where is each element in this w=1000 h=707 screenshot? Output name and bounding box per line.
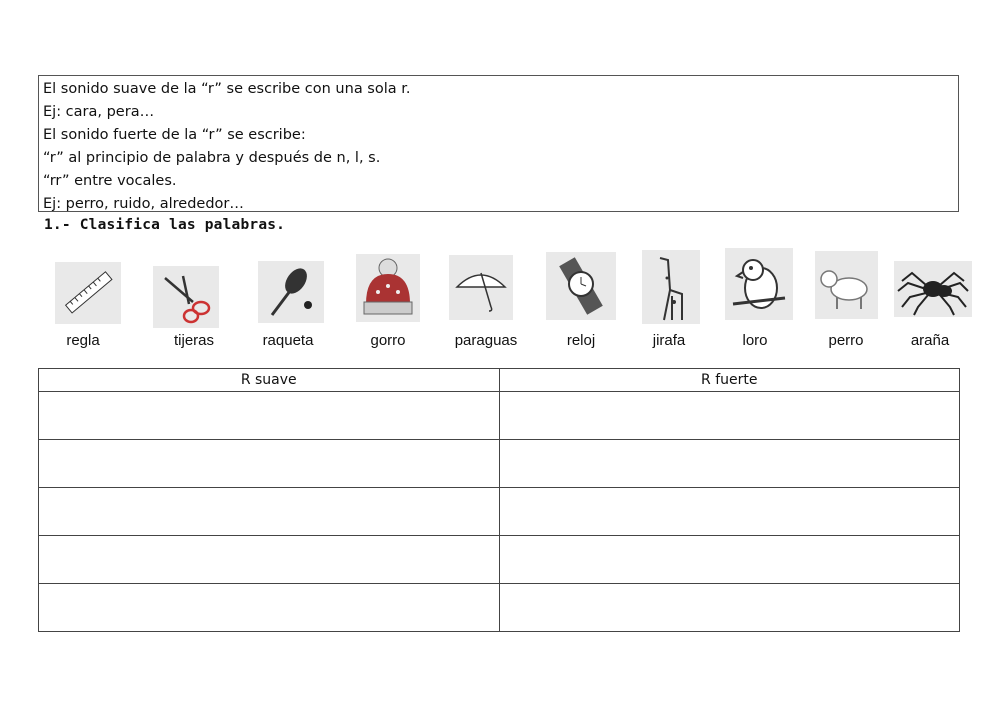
answer-cell[interactable] bbox=[39, 440, 500, 488]
word-label: loro bbox=[742, 332, 768, 349]
answer-cell[interactable] bbox=[499, 440, 960, 488]
beanie-icon bbox=[356, 254, 420, 322]
racket-icon bbox=[258, 261, 324, 323]
answer-cell[interactable] bbox=[39, 392, 500, 440]
answer-cell[interactable] bbox=[499, 392, 960, 440]
spider-icon bbox=[894, 261, 972, 317]
ruler-icon bbox=[55, 262, 121, 324]
table-row bbox=[39, 584, 960, 632]
table-row bbox=[39, 392, 960, 440]
scissors-icon bbox=[153, 266, 219, 328]
word-label: regla bbox=[66, 332, 100, 349]
rule-line: El sonido fuerte de la “r” se escribe: bbox=[43, 127, 306, 143]
rule-line: “r” al principio de palabra y después de n, l, s. bbox=[43, 150, 381, 166]
column-header-r-suave: R suave bbox=[39, 369, 500, 392]
exercise-title: 1.- Clasifica las palabras. bbox=[44, 217, 286, 233]
classification-table bbox=[38, 368, 960, 632]
rule-line: Ej: perro, ruido, alrededor… bbox=[43, 196, 244, 212]
rule-line: El sonido suave de la “r” se escribe con una sola r. bbox=[43, 81, 411, 97]
answer-cell[interactable] bbox=[39, 584, 500, 632]
column-header-r-fuerte: R fuerte bbox=[499, 369, 960, 392]
table-row bbox=[39, 440, 960, 488]
answer-cell[interactable] bbox=[499, 584, 960, 632]
answer-cell[interactable] bbox=[499, 536, 960, 584]
rule-line: Ej: cara, pera… bbox=[43, 104, 155, 120]
word-label: paraguas bbox=[454, 332, 518, 349]
word-label: reloj bbox=[566, 332, 596, 349]
watch-icon bbox=[546, 252, 616, 320]
giraffe-icon bbox=[642, 250, 700, 324]
word-label: jirafa bbox=[652, 332, 686, 349]
word-label: gorro bbox=[370, 332, 406, 349]
word-label: araña bbox=[910, 332, 950, 349]
word-label: raqueta bbox=[262, 332, 314, 349]
dog-icon bbox=[815, 251, 878, 319]
table-row bbox=[39, 488, 960, 536]
table-row bbox=[39, 536, 960, 584]
parrot-icon bbox=[725, 248, 793, 320]
word-label: tijeras bbox=[173, 332, 215, 349]
answer-cell[interactable] bbox=[39, 536, 500, 584]
answer-cell[interactable] bbox=[39, 488, 500, 536]
rule-line: “rr” entre vocales. bbox=[43, 173, 177, 189]
word-label: perro bbox=[828, 332, 864, 349]
answer-cell[interactable] bbox=[499, 488, 960, 536]
umbrella-icon bbox=[449, 255, 513, 320]
rules-box bbox=[38, 75, 959, 212]
table-header-row bbox=[39, 369, 960, 392]
